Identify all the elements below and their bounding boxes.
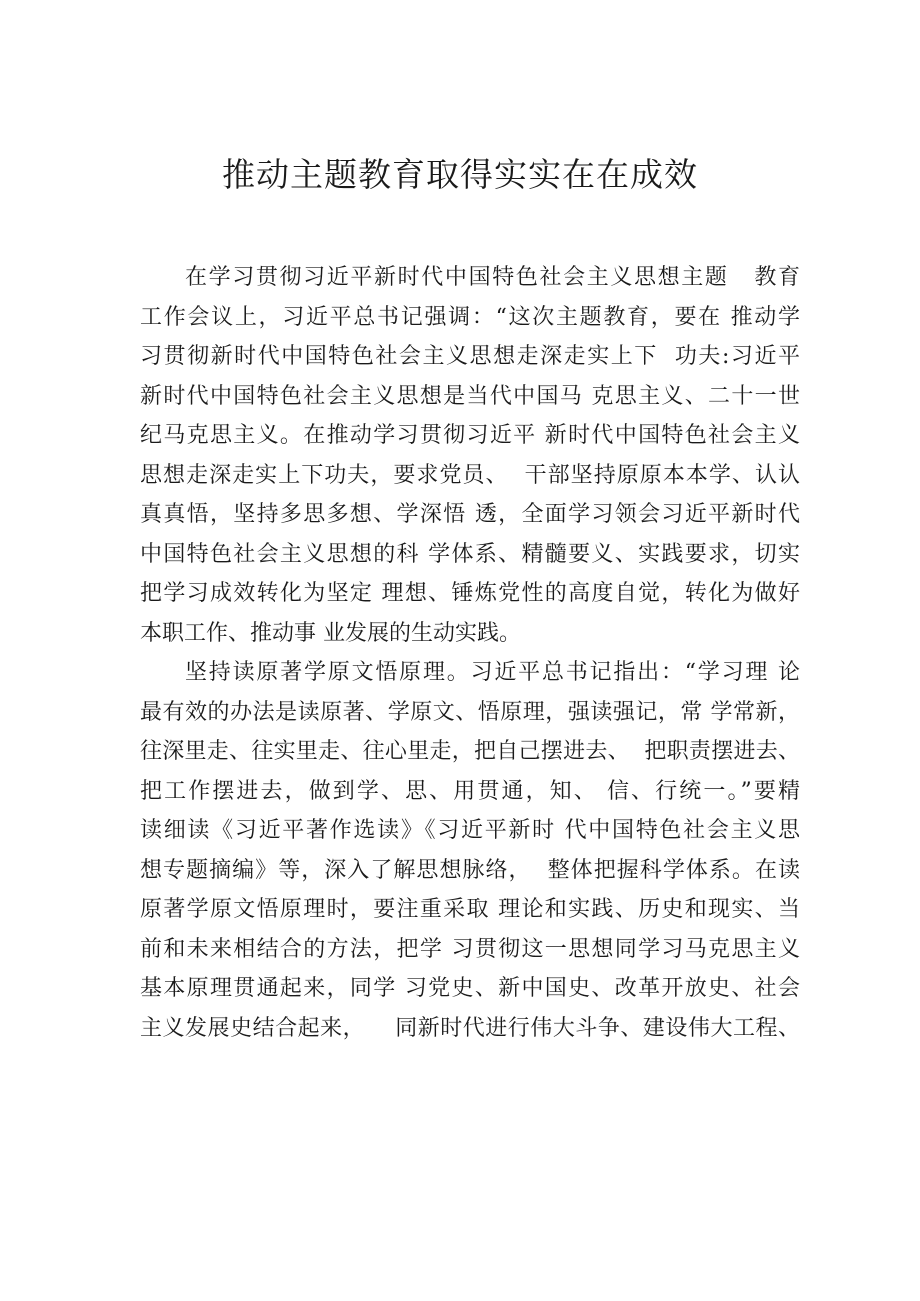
text-line: 主义发展史结合起来， 同新时代进行伟大斗争、建设伟大工程、: [140, 1015, 800, 1041]
text-line: 真真悟，坚持多思多想、学深悟 透，全面学习领会习近平新时代: [140, 502, 800, 527]
text-line: 思想走深走实上下功夫，要求党员、 干部坚持原原本本学、认认: [140, 462, 800, 488]
document-body: [140, 258, 800, 1048]
document-title: 推动主题教育取得实实在在成效: [222, 155, 698, 194]
text-line: 坚持读原著学原文悟原理。习近平总书记指出：“学习理 论: [185, 660, 800, 685]
text-line: 基本原理贯通起来，同学 习党史、新中国史、改革开放史、社会: [140, 976, 800, 1001]
text-line: 本职工作、推动事 业发展的生动实践。: [140, 620, 521, 646]
text-line: 最有效的办法是读原著、学原文、悟原理，强读强记，常 学常新，: [140, 699, 800, 725]
text-line: 中国特色社会主义思想的科 学体系、精髓要义、实践要求，切实: [140, 541, 800, 567]
paragraph-2: [140, 653, 800, 1048]
text-line: 读细读《习近平著作选读》《习近平新时 代中国特色社会主义思: [140, 818, 800, 843]
text-line: 把学习成效转化为坚定 理想、锤炼党性的高度自觉，转化为做好: [140, 581, 800, 606]
text-line: 工作会议上，习近平总书记强调：“这次主题教育，要在 推动学: [140, 304, 800, 330]
text-line: 原著学原文悟原理时，要注重采取 理论和实践、历史和现实、当: [140, 897, 800, 922]
text-line: 想专题摘编》等，深入了解思想脉络， 整体把握科学体系。在读: [140, 857, 800, 883]
text-line: 纪马克思主义。在推动学习贯彻习近平 新时代中国特色社会主义: [140, 423, 800, 448]
text-line: 把工作摆进去，做到学、思、用贯通，知、 信、行统一。”要精: [140, 778, 800, 804]
text-line: 新时代中国特色社会主义思想是当代中国马 克思主义、二十一世: [140, 383, 800, 409]
text-line: 在学习贯彻习近平新时代中国特色社会主义思想主题 教育: [185, 265, 800, 290]
text-line: 习贯彻新时代中国特色社会主义思想走深走实上下 功夫:习近平: [140, 344, 800, 369]
text-line: 前和未来相结合的方法，把学 习贯彻这一思想同学习马克思主义: [140, 936, 800, 962]
text-line: 往深里走、往实里走、往心里走，把自己摆进去、 把职责摆进去、: [140, 739, 800, 764]
paragraph-1: [140, 258, 800, 653]
